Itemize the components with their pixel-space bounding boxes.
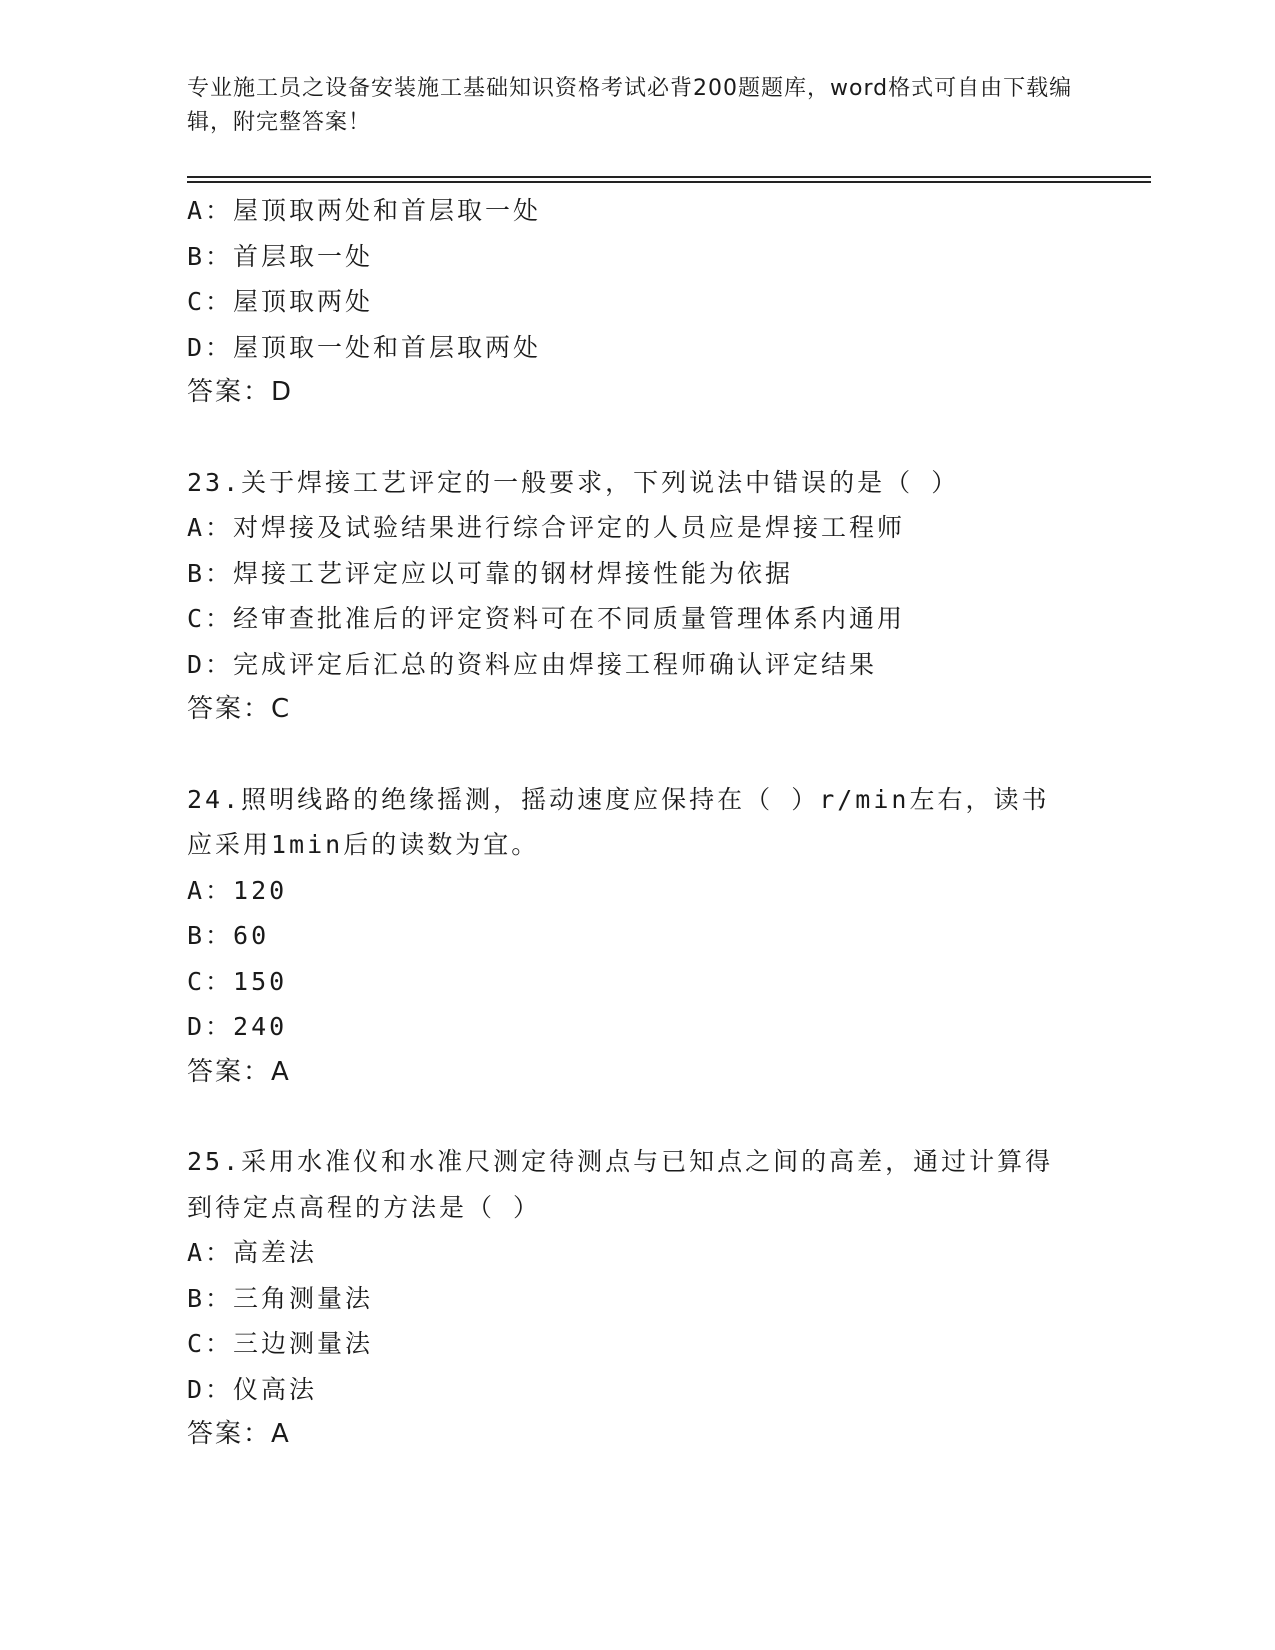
option-b: B：三角测量法: [187, 1283, 374, 1313]
option-b: B：60: [187, 921, 270, 950]
option-d: D：完成评定后汇总的资料应由焊接工程师确认评定结果: [187, 649, 878, 679]
option-c: C：经审查批准后的评定资料可在不同质量管理体系内通用: [187, 604, 906, 633]
question-stem: 23.关于焊接工艺评定的一般要求，下列说法中错误的是（ ）: [187, 467, 960, 497]
option-c: C：屋顶取两处: [187, 287, 374, 316]
option-a: A：对焊接及试验结果进行综合评定的人员应是焊接工程师: [187, 513, 906, 542]
answer-line: 答案：A: [187, 1056, 291, 1087]
question-stem: 25.采用水准仪和水准尺测定待测点与已知点之间的高差，通过计算得到待定点高程的方法是（ ）: [187, 1147, 1054, 1222]
document-header: 专业施工员之设备安装施工基础知识资格考试必背200题题库，word格式可自由下载编辑，附完整答案！: [187, 76, 1073, 135]
option-b: B：首层取一处: [187, 241, 374, 271]
question-stem: 24.照明线路的绝缘摇测，摇动速度应保持在（ ）r/min左右，读书应采用1min后的读数为宜。: [187, 784, 1050, 859]
header-rule-top: [187, 176, 1151, 178]
option-a: A：屋顶取两处和首层取一处: [187, 196, 542, 225]
question-block: [187, 777, 1087, 1096]
option-d: D：240: [187, 1012, 288, 1041]
question-block: [187, 188, 1087, 416]
header-rule-bottom: [187, 181, 1151, 183]
option-c: C：150: [187, 966, 288, 996]
option-a: A：120: [187, 875, 288, 905]
answer-line: 答案：A: [187, 1419, 291, 1449]
answer-line: 答案：D: [187, 377, 294, 407]
option-b: B：焊接工艺评定应以可靠的钢材焊接性能为依据: [187, 558, 794, 588]
question-block: [187, 460, 1087, 733]
question-list: [187, 188, 1087, 1458]
option-a: A：高差法: [187, 1238, 318, 1267]
option-c: C：三边测量法: [187, 1329, 374, 1358]
question-block: [187, 1139, 1087, 1458]
answer-line: 答案：C: [187, 694, 292, 724]
option-d: D：屋顶取一处和首层取两处: [187, 332, 542, 362]
option-d: D：仪高法: [187, 1374, 318, 1404]
